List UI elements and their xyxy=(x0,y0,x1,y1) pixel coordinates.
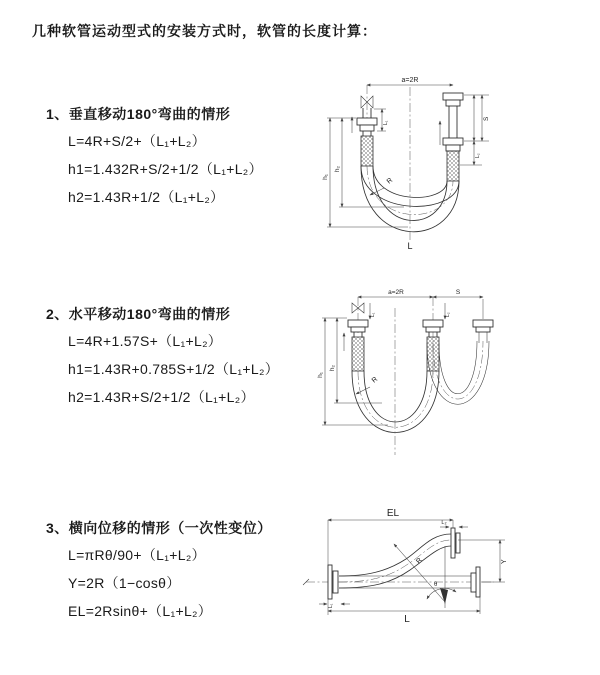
d2-l2-label: L₂ xyxy=(445,312,451,317)
formula-length: L=4R+S/2+（L₁+L₂） xyxy=(68,133,206,149)
d1-h1-label: h₁ xyxy=(322,174,329,180)
section-2-heading: 2、水平移动180°弯曲的情形 xyxy=(46,306,231,322)
d2-h1-label: h₁ xyxy=(317,372,324,378)
page-title: 几种软管运动型式的安装方式时，软管的长度计算： xyxy=(32,23,377,39)
flange xyxy=(476,327,490,332)
d1-right-pipe xyxy=(443,93,463,181)
flange xyxy=(426,327,440,332)
flange xyxy=(473,320,493,327)
diagram-horizontal-180-bend xyxy=(308,283,600,468)
d3-length-dimension xyxy=(328,597,480,625)
d3-el-label: EL xyxy=(386,508,400,519)
section-1-heading: 1、垂直移动180°弯曲的情形 xyxy=(46,106,231,122)
flange xyxy=(351,327,365,332)
d3-lower-right-flange xyxy=(471,567,480,597)
section-lateral-displacement xyxy=(46,518,272,625)
d1-stroke-dimensions-right xyxy=(460,95,490,165)
d2-span-label: a=2R xyxy=(388,289,404,296)
d3-el-dimension xyxy=(328,508,453,615)
d3-upper-flange xyxy=(451,528,460,558)
flange xyxy=(423,320,443,327)
d1-l2-label: L₂ xyxy=(475,153,481,158)
d3-l1-dimension xyxy=(319,603,350,608)
d1-left-pipe xyxy=(357,85,377,166)
formula-h1: h1=1.432R+S/2+1/2（L₁+L₂） xyxy=(68,161,263,177)
d1-h2-label: h₂ xyxy=(334,165,341,173)
d3-hose-s-curve xyxy=(339,534,451,588)
flange xyxy=(357,118,377,125)
d3-l2-label: L₂ xyxy=(441,520,447,526)
d2-radius-label: R xyxy=(370,375,380,385)
d3-l1-label: L₁ xyxy=(328,603,334,608)
d2-dimension-span xyxy=(358,289,483,319)
formula-y: Y=2R（1−cosθ） xyxy=(68,575,181,591)
d2-hose-loop-position1 xyxy=(352,371,439,433)
d2-l1-label: L₁ xyxy=(370,312,376,317)
formula-h2: h2=1.43R+1/2（L₁+L₂） xyxy=(68,189,225,205)
d1-l1-label: L₁ xyxy=(383,120,389,125)
flange xyxy=(476,567,480,597)
flange xyxy=(446,145,460,151)
angle-wedge xyxy=(440,588,448,604)
flange xyxy=(360,125,374,131)
diagram-vertical-180-bend xyxy=(310,65,600,260)
d2-right-pipe-shifted xyxy=(473,320,493,343)
formula-length: L=4R+1.57S+（L₁+L₂） xyxy=(68,333,223,349)
section-horizontal-movement xyxy=(46,304,279,411)
d3-l2-dimension xyxy=(440,520,468,527)
section-vertical-movement xyxy=(46,104,263,211)
flange xyxy=(333,571,338,593)
d1-length-label: L xyxy=(407,241,413,251)
flange xyxy=(348,320,368,327)
flange xyxy=(451,528,455,558)
d2-fitting-dimensions xyxy=(370,303,451,319)
d1-dimension-span xyxy=(367,77,453,85)
diagram-lateral-displacement xyxy=(298,496,600,654)
d3-theta-label: θ xyxy=(434,582,438,588)
section-3-heading: 3、横向位移的情形（一次性变位） xyxy=(46,520,272,536)
d3-y-label: Y xyxy=(501,559,508,564)
flange xyxy=(471,573,476,592)
d1-radius-label: R xyxy=(385,176,395,186)
flange xyxy=(443,93,463,100)
flange xyxy=(456,533,460,553)
d3-y-dimension xyxy=(458,540,508,582)
braided-hose-section xyxy=(352,337,364,371)
flange xyxy=(328,565,332,599)
formula-length: L=πRθ/90+（L₁+L₂） xyxy=(68,547,206,563)
braided-hose-section xyxy=(361,136,373,166)
flange xyxy=(443,138,463,145)
d2-s-label: S xyxy=(455,289,461,296)
d2-radius-callout xyxy=(356,376,379,394)
flange xyxy=(446,100,460,106)
d3-length-label: L xyxy=(404,614,410,625)
d3-radius-label: R xyxy=(415,556,424,566)
d3-left-flange xyxy=(328,565,338,599)
d2-height-dimensions xyxy=(317,318,388,425)
formula-h1: h1=1.43R+0.785S+1/2（L₁+L₂） xyxy=(68,361,279,377)
d1-s-label: S xyxy=(483,116,490,121)
d1-span-label: a=2R xyxy=(401,77,419,84)
d2-h2-label: h₂ xyxy=(329,364,336,372)
d2-middle-pipe xyxy=(423,297,443,378)
braided-hose-section xyxy=(447,151,459,181)
formula-h2: h2=1.43R+S/2+1/2（L₁+L₂） xyxy=(68,389,255,405)
formula-el: EL=2Rsinθ+（L₁+L₂） xyxy=(68,603,213,619)
